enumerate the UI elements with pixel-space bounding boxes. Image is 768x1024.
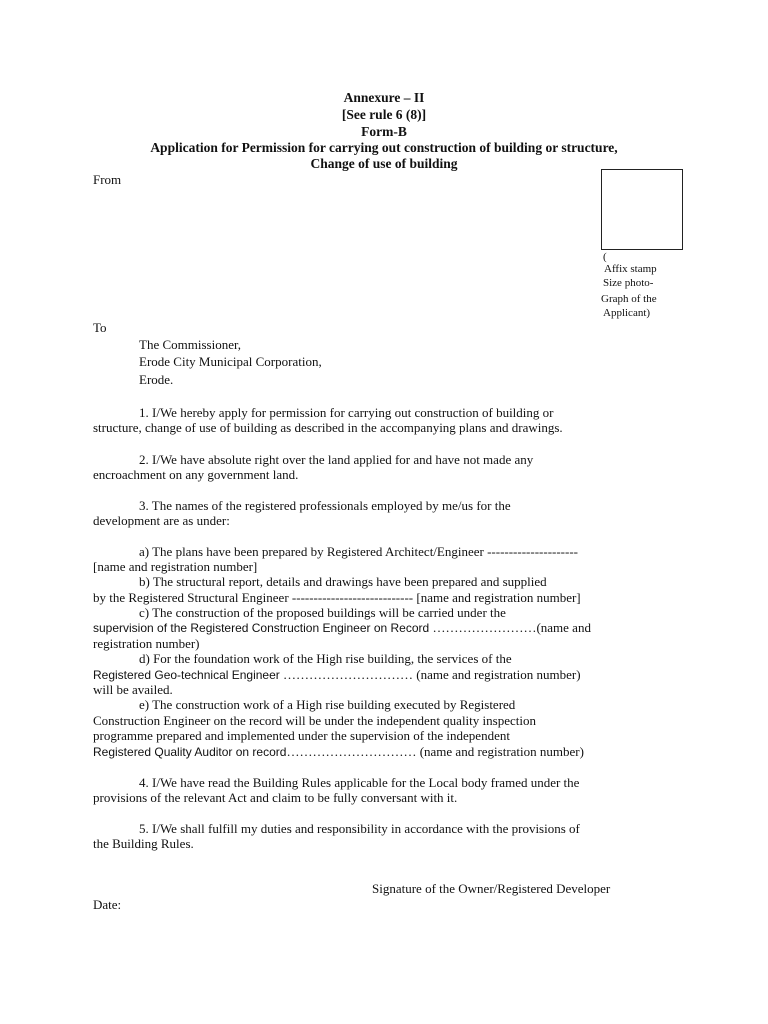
item-c-role: supervision of the Registered Construction Engineer on Record <box>93 621 430 635</box>
item-a-line1: a) The plans have been prepared by Registered Architect/Engineer --------------------- <box>139 544 578 559</box>
paragraph-2-line2: encroachment on any government land. <box>93 467 299 482</box>
item-d-blank: ………………………… (name and registration number) <box>279 667 581 682</box>
item-b-line2: by the Registered Structural Engineer ---------------------------- [name and registration number] <box>93 590 581 605</box>
paragraph-2-line1: 2. I/We have absolute right over the land applied for and have not made any <box>139 452 534 467</box>
item-d-role: Registered Geo-technical Engineer <box>93 668 280 682</box>
photo-caption-line: Size photo- <box>603 277 654 289</box>
address-line: Erode City Municipal Corporation, <box>139 354 322 369</box>
item-e-line4 <box>93 744 584 760</box>
address-line: The Commissioner, <box>139 337 242 352</box>
item-d-line1: d) For the foundation work of the High rise building, the services of the <box>139 651 512 666</box>
item-e-line1: e) The construction work of a High rise building executed by Registered <box>139 697 516 712</box>
item-a-line2: [name and registration number] <box>93 559 258 574</box>
photo-caption-line: Affix stamp <box>604 263 657 275</box>
form-title-line2: Change of use of building <box>310 156 458 171</box>
paragraph-3-line1: 3. The names of the registered professionals employed by me/us for the <box>139 498 511 513</box>
date-label: Date: <box>93 897 122 912</box>
paragraph-5-line1: 5. I/We shall fulfill my duties and responsibility in accordance with the provisions of <box>139 821 580 836</box>
annexure-heading: Annexure – II <box>343 90 425 105</box>
item-e-role: Registered Quality Auditor on record <box>93 745 287 759</box>
paragraph-4-line1: 4. I/We have read the Building Rules applicable for the Local body framed under the <box>139 775 580 790</box>
item-d-line2 <box>93 667 581 683</box>
item-e-blank: ………………………… (name and registration number) <box>286 744 584 759</box>
form-title-line1: Application for Permission for carrying out construction of building or structure, <box>150 140 618 155</box>
item-c-line2 <box>93 620 591 636</box>
item-b-line1: b) The structural report, details and drawings have been prepared and supplied <box>139 574 547 589</box>
rule-reference: [See rule 6 (8)] <box>341 107 427 122</box>
paragraph-1-line1: 1. I/We hereby apply for permission for carrying out construction of building or <box>139 405 554 420</box>
item-c-line1: c) The construction of the proposed buildings will be carried under the <box>139 605 506 620</box>
paragraph-1-line2: structure, change of use of building as described in the accompanying plans and drawings. <box>93 420 563 435</box>
item-c-line3: registration number) <box>93 636 200 651</box>
from-label: From <box>93 172 122 187</box>
item-e-line2: Construction Engineer on the record will be under the independent quality inspection <box>93 713 536 728</box>
paragraph-5-line2: the Building Rules. <box>93 836 194 851</box>
item-c-blank: ……………………(name and <box>429 620 591 635</box>
item-e-line3: programme prepared and implemented under the supervision of the independent <box>93 728 510 743</box>
signature-label: Signature of the Owner/Registered Developer <box>372 881 611 896</box>
photo-caption-line: Graph of the <box>601 293 657 305</box>
paragraph-4-line2: provisions of the relevant Act and claim to be fully conversant with it. <box>93 790 458 805</box>
item-d-line3: will be availed. <box>93 682 173 697</box>
to-label: To <box>93 320 107 335</box>
form-name: Form-B <box>361 124 407 139</box>
address-line: Erode. <box>139 372 174 387</box>
paragraph-3-line2: development are as under: <box>93 513 230 528</box>
photo-caption-line: ( <box>603 251 607 263</box>
photo-caption-line: Applicant) <box>603 307 651 319</box>
photo-placeholder-box <box>601 169 683 250</box>
